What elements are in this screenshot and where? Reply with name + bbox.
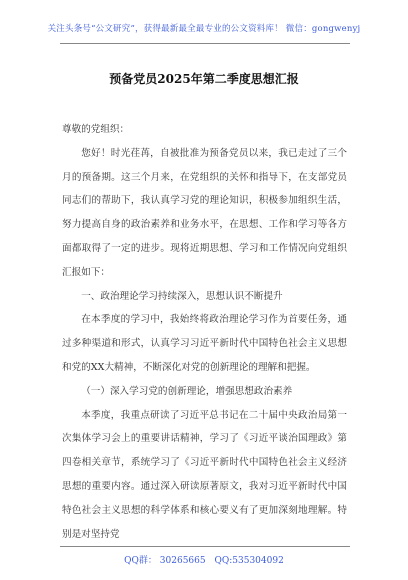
paragraph: 您好！时光荏苒，自被批准为预备党员以来，我已走过了三个月的预备期。这三个月来，在党组织的关怀和指导下，在支部党员同志们的帮助下，我认真学习党的理论知识，积极参加组织生活，努力提高自身的政治素养和业务水平，在思想、工作和学习等各方面都取得了一定的进步。现将近期思想、学习和工作情况向党组织汇报如下： [62,147,347,278]
paragraph: 本季度，我重点研读了习近平总书记在二十届中央政治局第一次集体学习会上的重要讲话精神，学习了《习近平谈治国理政》第四卷相关章节，系统学习了《习近平新时代中国特色社会主义经济思想的重要内容。通过深入研读原著原文，我对习近平新时代中国特色社会主义思想的科学体系和核心要义有了更加深刻地理解。特别是对坚持党 [62,409,347,540]
footer [0,553,408,566]
salutation: 尊敬的党组织： [62,124,130,135]
footer-divider [60,546,350,547]
footer-qq: QQ:535304092 [214,556,284,566]
document-body [62,118,347,546]
header-note: 关注头条号“公文研究”，获得最新最全最专业的公文资料库！ 微信：gongwenyj [47,24,361,34]
page-title: 预备党员2025年第二季度思想汇报 [109,72,299,86]
section-heading: 一、政治理论学习持续深入，思想认识不断提升 [81,290,283,302]
paragraph: 在本季度的学习中，我始终将政治理论学习作为首要任务，通过多种渠道和形式，认真学习习近平新时代中国特色社会主义思想和党的XX大精神，不断深化对党的创新理论的理解和把握。 [62,314,347,373]
footer-qq-group: QQ群： 30265665 [124,556,206,566]
header-divider [60,43,350,44]
subsection-heading: （一）深入学习党的创新理论，增强思想政治素养 [81,385,293,397]
